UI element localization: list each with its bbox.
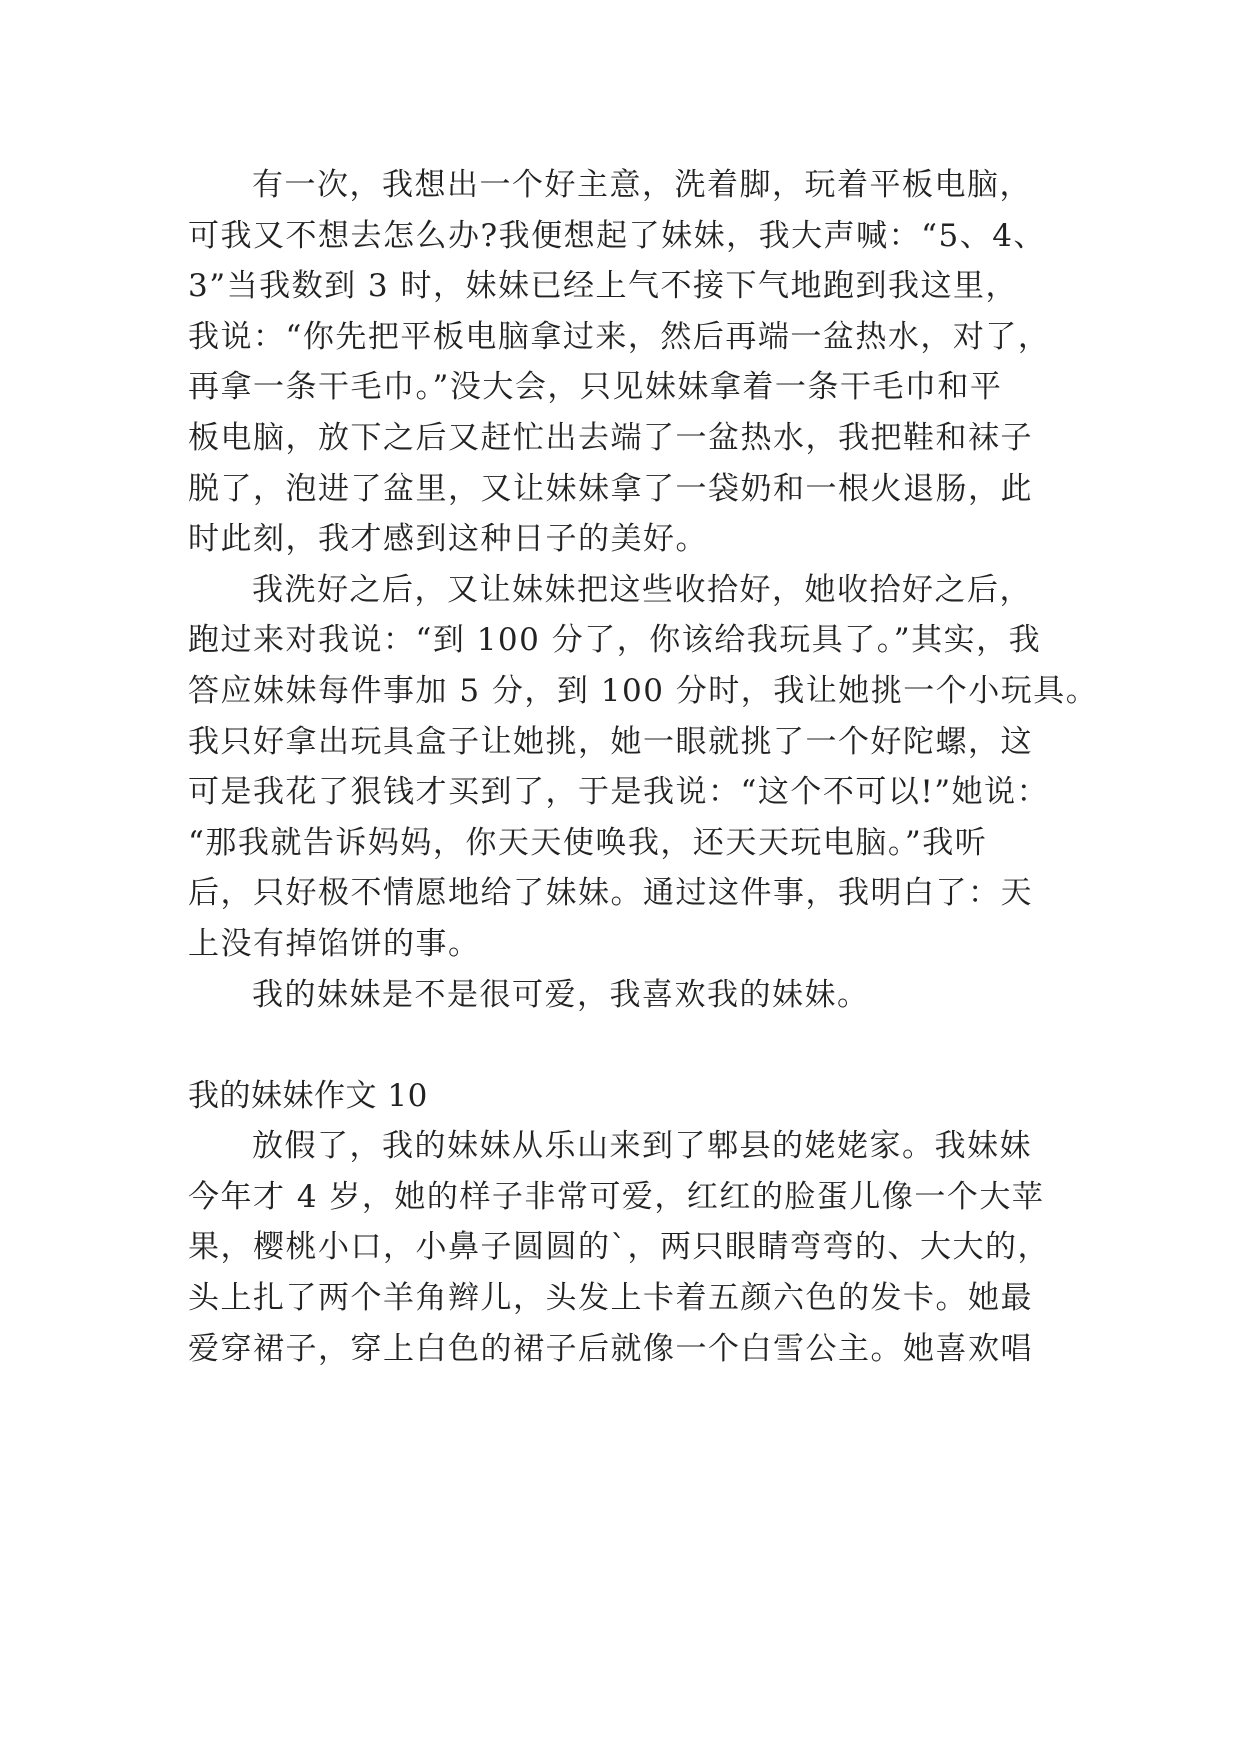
paragraph-line: 爱穿裙子，穿上白色的裙子后就像一个白雪公主。她喜欢唱 <box>188 1330 1033 1367</box>
document-body <box>188 160 1099 1374</box>
paragraph-line: 头上扎了两个羊角辫儿，头发上卡着五颜六色的发卡。她最 <box>188 1280 1033 1317</box>
paragraph-line: 上没有掉馅饼的事。 <box>188 925 481 962</box>
section-spacer <box>188 1020 1068 1071</box>
paragraph-line: 可是我花了狠钱才买到了，于是我说：“这个不可以!”她说： <box>188 774 1050 811</box>
paragraph-line: 有一次，我想出一个好主意，洗着脚，玩着平板电脑， <box>252 167 1032 203</box>
paragraph-line: 可我又不想去怎么办?我便想起了妹妹，我大声喊：“5、4、 <box>188 217 1046 254</box>
paragraph-line: 我的妹妹是不是很可爱，我喜欢我的妹妹。 <box>252 976 870 1013</box>
section-title: 我的妹妹作文 10 <box>188 1077 428 1114</box>
paragraph-1 <box>188 160 1068 565</box>
paragraph-2 <box>188 565 1099 970</box>
paragraph-line: 放假了，我的妹妹从乐山来到了郫县的姥姥家。我妹妹 <box>252 1128 1032 1165</box>
paragraph-line: 时此刻，我才感到这种日子的美好。 <box>188 521 708 558</box>
paragraph-line: 我洗好之后，又让妹妹把这些收拾好，她收拾好之后， <box>252 571 1032 608</box>
paragraph-3 <box>188 970 1068 1021</box>
paragraph-line: 答应妹妹每件事加 5 分，到 100 分时，我让她挑一个小玩具。 <box>188 672 1099 709</box>
paragraph-line: 脱了，泡进了盆里，又让妹妹拿了一袋奶和一根火退肠，此 <box>188 470 1033 507</box>
paragraph-line: 后，只好极不情愿地给了妹妹。通过这件事，我明白了：天 <box>188 875 1033 912</box>
paragraph-line: 再拿一条干毛巾。”没大会，只见妹妹拿着一条干毛巾和平 <box>188 369 1003 406</box>
paragraph-line: 跑过来对我说：“到 100 分了，你该给我玩具了。”其实，我 <box>188 622 1042 659</box>
paragraph-line: 我只好拿出玩具盒子让她挑，她一眼就挑了一个好陀螺，这 <box>188 723 1033 760</box>
paragraph-line: 板电脑，放下之后又赶忙出去端了一盆热水，我把鞋和袜子 <box>188 419 1033 456</box>
paragraph-line: 果，樱桃小口，小鼻子圆圆的`，两只眼睛弯弯的、大大的， <box>188 1229 1050 1266</box>
paragraph-line: 3”当我数到 3 时，妹妹已经上气不接下气地跑到我这里， <box>188 268 1018 305</box>
paragraph-line: 今年才 4 岁，她的样子非常可爱，红红的脸蛋儿像一个大苹 <box>188 1178 1045 1215</box>
paragraph-line: “那我就告诉妈妈，你天天使唤我，还天天玩电脑。”我听 <box>188 824 988 861</box>
paragraph-4 <box>188 1121 1068 1374</box>
paragraph-line: 我说：“你先把平板电脑拿过来，然后再端一盆热水，对了， <box>188 318 1051 355</box>
